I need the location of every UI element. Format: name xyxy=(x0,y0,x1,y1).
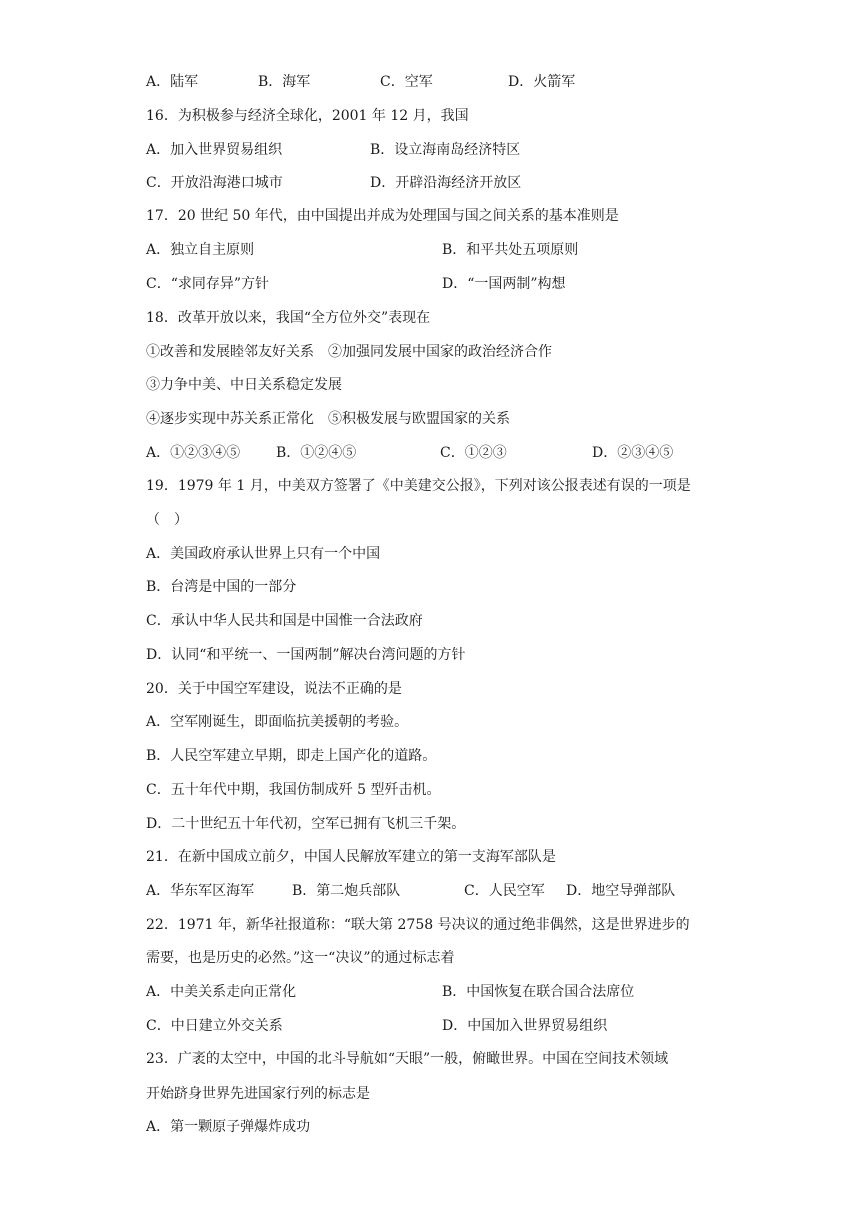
answer-option: C．“求同存异”方针 xyxy=(146,276,270,292)
answer-option: A．加入世界贸易组织 xyxy=(146,142,283,158)
answer-option: A．华东军区海军 xyxy=(146,883,255,899)
answer-option: B．和平共处五项原则 xyxy=(442,242,579,258)
text-line: 18．改革开放以来，我国“全方位外交”表现在 xyxy=(146,310,431,326)
options-row xyxy=(146,240,726,260)
text-line: 20．关于中国空军建设，说法不正确的是 xyxy=(146,681,402,697)
text-line: D．认同“和平统一、一国两制”解决台湾问题的方针 xyxy=(146,647,466,663)
answer-option: D．开辟沿海经济开放区 xyxy=(370,175,522,191)
text-line: C．五十年代中期，我国仿制成歼 5 型歼击机。 xyxy=(146,782,441,798)
text-line: 22．1971 年，新华社报道称：“联大第 2758 号决议的通过绝非偶然，这是世界进步的 xyxy=(146,917,690,933)
text-line: A．美国政府承认世界上只有一个中国 xyxy=(146,546,381,562)
options-row xyxy=(146,982,726,1002)
options-row xyxy=(146,881,726,901)
answer-option: B．中国恢复在联合国合法席位 xyxy=(442,984,635,1000)
answer-option: C．人民空军 xyxy=(464,883,545,899)
text-line: 19．1979 年 1 月，中美双方签署了《中美建交公报》，下列对该公报表述有误的一项是 xyxy=(146,478,691,494)
options-row xyxy=(146,140,726,160)
text-line: A．空军刚诞生，即面临抗美援朝的考验。 xyxy=(146,714,409,730)
answer-option: D．②③④⑤ xyxy=(592,445,674,461)
answer-option: B．设立海南岛经济特区 xyxy=(370,142,521,158)
answer-option: D．“一国两制”构想 xyxy=(442,276,566,292)
options-row xyxy=(146,274,726,294)
answer-option: A．中美关系走向正常化 xyxy=(146,984,297,1000)
text-line: ③力争中美、中日关系稳定发展 xyxy=(146,377,342,393)
text-line: 开始跻身世界先进国家行列的标志是 xyxy=(146,1086,370,1102)
answer-option: C．中日建立外交关系 xyxy=(146,1018,283,1034)
options-row xyxy=(146,1016,726,1036)
text-line: 需要，也是历史的必然。”这一“决议”的通过标志着 xyxy=(146,950,455,966)
options-row xyxy=(146,443,726,463)
answer-option: D．火箭军 xyxy=(508,74,576,90)
text-line: A．第一颗原子弹爆炸成功 xyxy=(146,1119,311,1135)
answer-option: D．中国加入世界贸易组织 xyxy=(442,1018,608,1034)
text-line: 21．在新中国成立前夕，中国人民解放军建立的第一支海军部队是 xyxy=(146,849,556,865)
answer-option: C．开放沿海港口城市 xyxy=(146,175,283,191)
text-line: 23．广袤的太空中，中国的北斗导航如“天眼”一般，俯瞰世界。中国在空间技术领域 xyxy=(146,1051,669,1067)
options-row xyxy=(146,173,726,193)
answer-option: C．空军 xyxy=(380,74,433,90)
answer-option: B．第二炮兵部队 xyxy=(292,883,401,899)
answer-option: A．①②③④⑤ xyxy=(146,445,241,461)
text-line: ①改善和发展睦邻友好关系 ②加强同发展中国家的政治经济合作 xyxy=(146,344,552,360)
answer-option: C．①②③ xyxy=(440,445,507,461)
text-line: C．承认中华人民共和国是中国惟一合法政府 xyxy=(146,613,423,629)
options-row xyxy=(146,72,726,92)
answer-option: B．海军 xyxy=(258,74,311,90)
text-line: （ ） xyxy=(146,512,188,528)
text-line: 17．20 世纪 50 年代，由中国提出并成为处理国与国之间关系的基本准则是 xyxy=(146,208,619,224)
answer-option: D．地空导弹部队 xyxy=(566,883,676,899)
answer-option: A．陆军 xyxy=(146,74,199,90)
answer-option: A．独立自主原则 xyxy=(146,242,255,258)
answer-option: B．①②④⑤ xyxy=(276,445,357,461)
text-line: ④逐步实现中苏关系正常化 ⑤积极发展与欧盟国家的关系 xyxy=(146,411,510,427)
text-line: B．台湾是中国的一部分 xyxy=(146,579,297,595)
text-line: B．人民空军建立早期，即走上国产化的道路。 xyxy=(146,748,437,764)
text-line: 16．为积极参与经济全球化，2001 年 12 月，我国 xyxy=(146,108,469,124)
text-line: D．二十世纪五十年代初，空军已拥有飞机三千架。 xyxy=(146,816,466,832)
